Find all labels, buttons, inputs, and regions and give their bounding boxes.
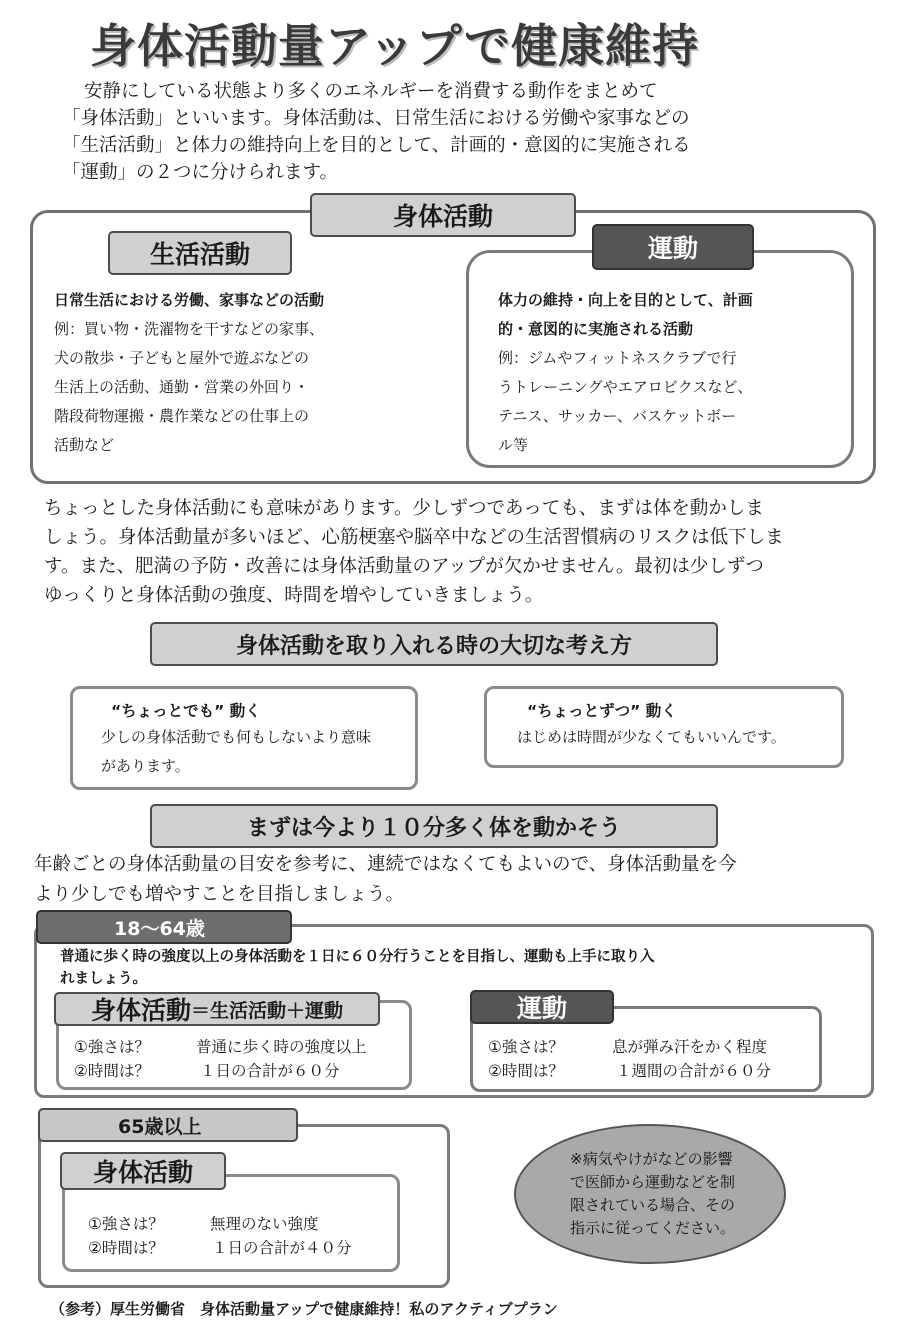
- tip-card-heading: “ちょっとずつ” 動く: [527, 702, 677, 720]
- question-label: ②時間は？: [74, 1062, 150, 1080]
- adult-activity-label-main: 身体活動: [90, 996, 191, 1025]
- note-line: ※病気やけがなどの影響: [570, 1150, 733, 1168]
- adult-activity-label: [54, 992, 380, 1026]
- tip-card-line: はじめは時間が少なくてもいいんです。: [517, 728, 786, 746]
- note-line: 指示に従ってください。: [570, 1219, 736, 1237]
- life-activity-heading: 日常生活における労働、家事などの活動: [54, 291, 325, 309]
- senior-activity-label: 身体活動: [60, 1152, 226, 1190]
- answer-text: 息が弾み汗をかく程度: [612, 1038, 768, 1056]
- adult-age-tab: 18～64歳: [36, 910, 292, 944]
- life-activity-line: 例：買い物・洗濯物を干すなどの家事、: [54, 320, 325, 338]
- activity-label: 身体活動: [310, 193, 576, 237]
- adult-activity-rows: [74, 1035, 367, 1083]
- tip-card-little: [70, 686, 418, 790]
- body-paragraph: [44, 494, 874, 610]
- paragraph-line: ちょっとした身体活動にも意味があります。少しずつであっても、まずは体を動かしま: [44, 498, 764, 519]
- reference-citation: （参考）厚生労働省 身体活動量アップで健康維持！私のアクティブプラン: [50, 1300, 558, 1318]
- section2-text: [34, 850, 884, 910]
- question-label: ①強さは？: [74, 1038, 150, 1056]
- note-line: 限されている場合、その: [570, 1196, 736, 1214]
- answer-text: 普通に歩く時の強度以上: [196, 1038, 367, 1056]
- exercise-line: ル等: [498, 436, 529, 454]
- life-activity-line: 生活上の活動、通勤・営業の外回り・: [54, 378, 310, 396]
- section-heading: まずは今より１０分多く体を動かそう: [150, 804, 718, 848]
- section2-line: より少しでも増やすことを目指しましょう。: [34, 884, 405, 905]
- page-title: 身体活動量アップで健康維持: [90, 19, 700, 73]
- life-activity-line: 階段荷物運搬・農作業などの仕事上の: [54, 407, 310, 425]
- intro-line: 「身体活動」といいます。身体活動は、日常生活における労働や家事などの: [62, 108, 690, 129]
- exercise-label: 運動: [592, 224, 754, 270]
- tip-card-gradual: [484, 686, 844, 768]
- answer-text: 無理のない強度: [210, 1215, 319, 1233]
- question-label: ①強さは？: [88, 1215, 164, 1233]
- exercise-text: [498, 286, 753, 460]
- senior-age-tab: 65歳以上: [38, 1108, 298, 1142]
- paragraph-line: す。また、肥満の予防・改善には身体活動量のアップが欠かせません。最初は少しずつ: [44, 556, 764, 577]
- life-activity-line: 犬の散歩・子どもと屋外で遊ぶなどの: [54, 349, 310, 367]
- tip-card-line: 少しの身体活動でも何もしないより意味: [101, 728, 372, 746]
- tip-card-heading: “ちょっとでも” 動く: [111, 702, 261, 720]
- question-label: ①強さは？: [488, 1038, 564, 1056]
- answer-text: １日の合計が４０分: [212, 1239, 352, 1257]
- intro-line: 「運動」の２つに分けられます。: [62, 162, 339, 183]
- exercise-line: 例：ジムやフィットネスクラブで行: [498, 349, 737, 367]
- answer-text: １週間の合計が６０分: [616, 1062, 772, 1080]
- question-label: ②時間は？: [488, 1062, 564, 1080]
- adult-exercise-label: 運動: [470, 990, 614, 1024]
- caution-note: [514, 1124, 786, 1264]
- paragraph-line: しょう。身体活動量が多いほど、心筋梗塞や脳卒中などの生活習慣病のリスクは低下しま: [44, 527, 784, 548]
- life-activity-label: 生活活動: [108, 231, 292, 275]
- intro-line: 安静にしている状態より多くのエネルギーを消費する動作をまとめて: [84, 81, 658, 102]
- adult-activity-label-sub: ＝生活活動＋運動: [191, 999, 344, 1022]
- tip-card-line: があります。: [101, 757, 190, 775]
- intro-line: 「生活活動」と体力の維持向上を目的として、計画的・意図的に実施される: [62, 135, 691, 156]
- exercise-line: テニス、サッカー、バスケットボー: [498, 407, 737, 425]
- life-activity-line: 活動など: [54, 436, 115, 454]
- note-line: で医師から運動などを制: [570, 1173, 736, 1191]
- section-heading: 身体活動を取り入れる時の大切な考え方: [150, 622, 718, 666]
- senior-activity-rows: [88, 1212, 352, 1260]
- answer-text: １日の合計が６０分: [200, 1062, 340, 1080]
- adult-desc-line: 普通に歩く時の強度以上の身体活動を１日に６０分行うことを目指し、運動も上手に取り入: [60, 949, 655, 965]
- adult-exercise-rows: [488, 1035, 771, 1083]
- exercise-line: うトレーニングやエアロビクスなど、: [498, 378, 753, 396]
- adult-desc: [60, 946, 655, 990]
- intro-text: [62, 78, 782, 186]
- life-activity-text: [54, 286, 324, 460]
- exercise-heading: 的・意図的に実施される活動: [498, 320, 694, 338]
- question-label: ②時間は？: [88, 1239, 164, 1257]
- section2-line: 年齢ごとの身体活動量の目安を参考に、連続ではなくてもよいので、身体活動量を今: [34, 854, 737, 875]
- paragraph-line: ゆっくりと身体活動の強度、時間を増やしていきましょう。: [44, 585, 544, 606]
- exercise-heading: 体力の維持・向上を目的として、計画: [498, 291, 753, 309]
- adult-desc-line: れましょう。: [60, 971, 147, 987]
